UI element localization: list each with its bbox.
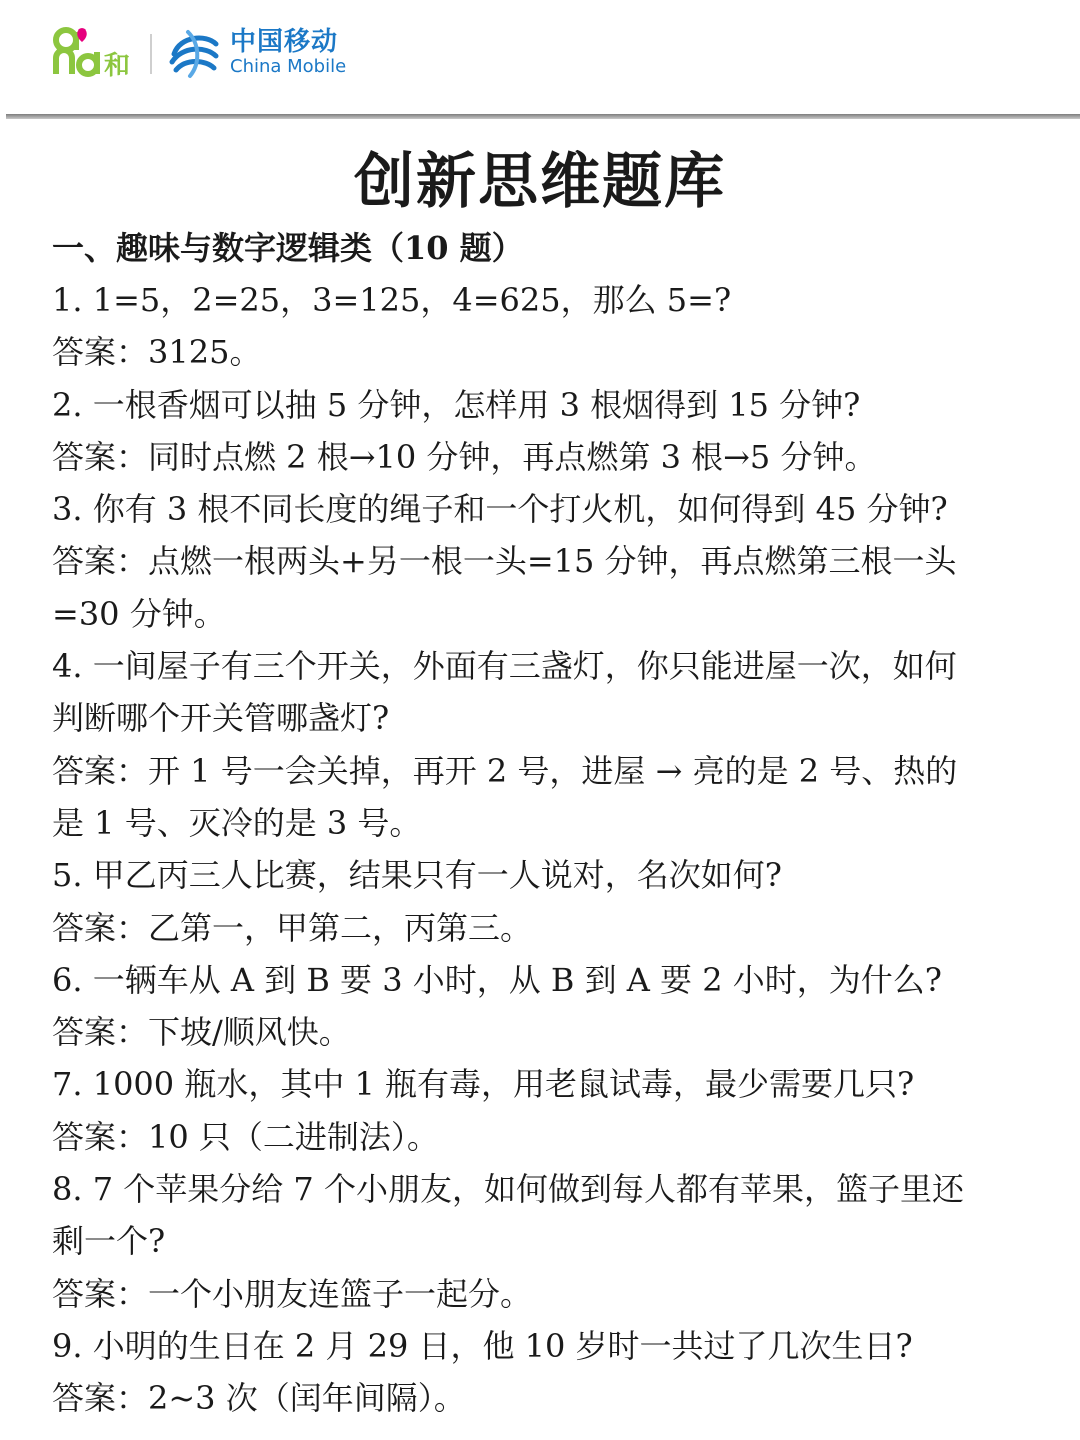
question-line: 5. 甲乙丙三人比赛，结果只有一人说对，名次如何? xyxy=(52,856,782,895)
answer-line: 答案：2~3 次（闰年间隔）。 xyxy=(52,1379,466,1418)
logo-divider xyxy=(150,34,152,74)
answer-line: 答案：点燃一根两头+另一根一头=15 分钟，再点燃第三根一头 xyxy=(52,542,957,581)
svg-text:和: 和 xyxy=(104,51,131,78)
question-line: 是 1 号、灭冷的是 3 号。 xyxy=(52,803,422,842)
question-line: =30 分钟。 xyxy=(52,594,226,633)
answer-line: 答案：乙第一，甲第二，丙第三。 xyxy=(52,908,533,947)
document-body xyxy=(52,222,1042,1425)
answer-line: 答案：开 1 号一会关掉，再开 2 号，进屋 → 亮的是 2 号、热的 xyxy=(52,751,958,790)
answer-line: 答案：一个小朋友连篮子一起分。 xyxy=(52,1274,533,1313)
answer-line: 答案：同时点燃 2 根→10 分钟，再点燃第 3 根→5 分钟。 xyxy=(52,437,877,476)
question-list xyxy=(52,274,1042,1425)
answer-line: 答案：10 只（二进制法）。 xyxy=(52,1117,439,1156)
question-line: 2. 一根香烟可以抽 5 分钟，怎样用 3 根烟得到 15 分钟? xyxy=(52,385,861,424)
answer-line: 答案：下坡/顺风快。 xyxy=(52,1013,351,1052)
section-heading: 一、趣味与数字逻辑类（10 题） xyxy=(52,229,524,267)
question-line: 3. 你有 3 根不同长度的绳子和一个打火机，如何得到 45 分钟? xyxy=(52,490,948,529)
question-line: 6. 一辆车从 A 到 B 要 3 小时，从 B 到 A 要 2 小时，为什么? xyxy=(52,960,942,999)
question-line: 4. 一间屋子有三个开关，外面有三盏灯，你只能进屋一次，如何 xyxy=(52,647,957,686)
question-line: 判断哪个开关管哪盏灯? xyxy=(52,699,390,738)
china-mobile-en: China Mobile xyxy=(230,56,347,77)
china-mobile-cn: 中国移动 xyxy=(230,27,339,57)
question-line: 9. 小明的生日在 2 月 29 日，他 10 岁时一共过了几次生日? xyxy=(52,1326,913,1365)
and-brand-logo xyxy=(52,26,138,78)
header-divider xyxy=(6,114,1080,119)
china-mobile-logo-icon xyxy=(166,24,222,80)
question-line: 剩一个? xyxy=(52,1222,166,1261)
header-bar xyxy=(0,0,1080,114)
answer-line: 答案：3125。 xyxy=(52,333,262,372)
question-line: 1. 1=5，2=25，3=125，4=625，那么 5=? xyxy=(52,281,732,319)
document-title: 创新思维题库 xyxy=(354,147,726,217)
question-line: 8. 7 个苹果分给 7 个小朋友，如何做到每人都有苹果，篮子里还 xyxy=(52,1170,964,1209)
question-line: 7. 1000 瓶水，其中 1 瓶有毒，用老鼠试毒，最少需要几只? xyxy=(52,1065,915,1104)
china-mobile-wordmark xyxy=(230,28,346,78)
